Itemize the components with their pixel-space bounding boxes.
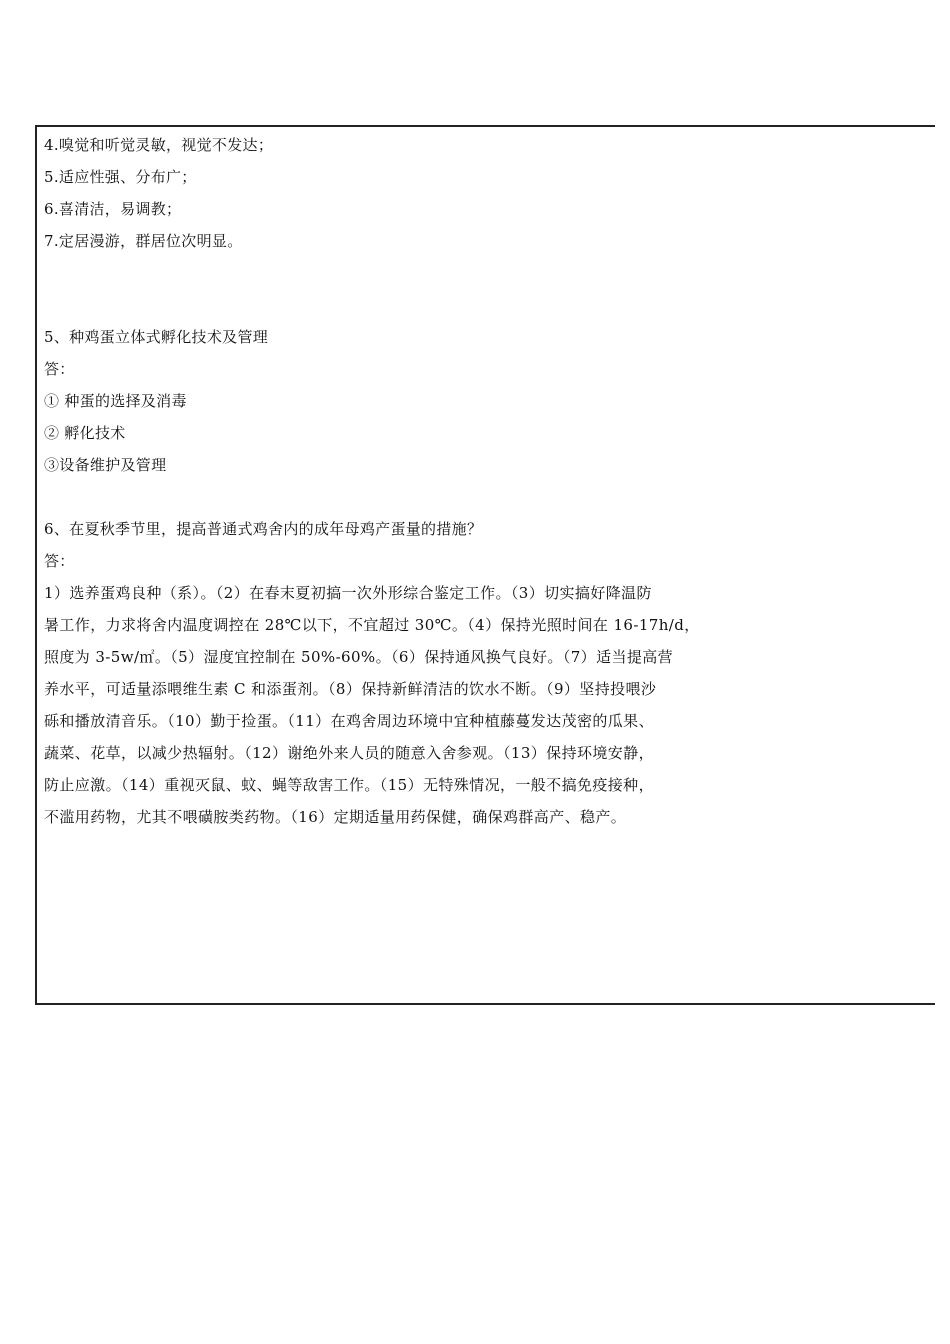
trait-line-4: 4.嗅觉和听觉灵敏，视觉不发达； xyxy=(44,136,274,154)
question-5-item: ① 种蛋的选择及消毒 xyxy=(44,392,187,410)
question-5-title: 5、种鸡蛋立体式孵化技术及管理 xyxy=(44,328,269,346)
answer-line: 1）选养蛋鸡良种（系）。（2）在春末夏初搞一次外形综合鉴定工作。（3）切实搞好降温防 xyxy=(44,584,652,602)
question-6-answer-body xyxy=(44,577,864,833)
answer-line: 照度为 3-5w/㎡。（5）湿度宜控制在 50%-60%。（6）保持通风换气良好。（7）适当提高营 xyxy=(44,648,674,666)
trait-line-5: 5.适应性强、分布广； xyxy=(44,168,197,186)
question-6-title: 6、在夏秋季节里，提高普通式鸡舍内的成年母鸡产蛋量的措施？ xyxy=(44,520,483,538)
trait-line-7: 7.定居漫游，群居位次明显。 xyxy=(44,232,243,250)
question-5-answer-label: 答： xyxy=(44,360,75,378)
answer-line: 暑工作，力求将舍内温度调控在 28℃以下，不宜超过 30℃。（4）保持光照时间在 16-17h/d， xyxy=(44,616,700,634)
question-6-answer-label: 答： xyxy=(44,552,75,570)
answer-line: 不滥用药物，尤其不喂磺胺类药物。（16）定期适量用药保健，确保鸡群高产、稳产。 xyxy=(44,808,627,826)
document-frame xyxy=(35,125,935,1005)
answer-line: 养水平，可适量添喂维生素 C 和添蛋剂。（8）保持新鲜清洁的饮水不断。（9）坚持投喂沙 xyxy=(44,680,657,698)
answer-line: 蔬菜、花草，以减少热辐射。（12）谢绝外来人员的随意入舍参观。（13）保持环境安静， xyxy=(44,744,654,762)
question-5-item: ② 孵化技术 xyxy=(44,424,126,442)
answer-line: 防止应激。（14）重视灭鼠、蚊、蝇等敌害工作。（15）无特殊情况，一般不搞免疫接种， xyxy=(44,776,654,794)
answer-line: 砾和播放清音乐。（10）勤于捡蛋。（11）在鸡舍周边环境中宜种植藤蔓发达茂密的瓜果、 xyxy=(44,712,654,730)
trait-line-6: 6.喜清洁，易调教； xyxy=(44,200,182,218)
question-5-item: ③设备维护及管理 xyxy=(44,456,167,474)
